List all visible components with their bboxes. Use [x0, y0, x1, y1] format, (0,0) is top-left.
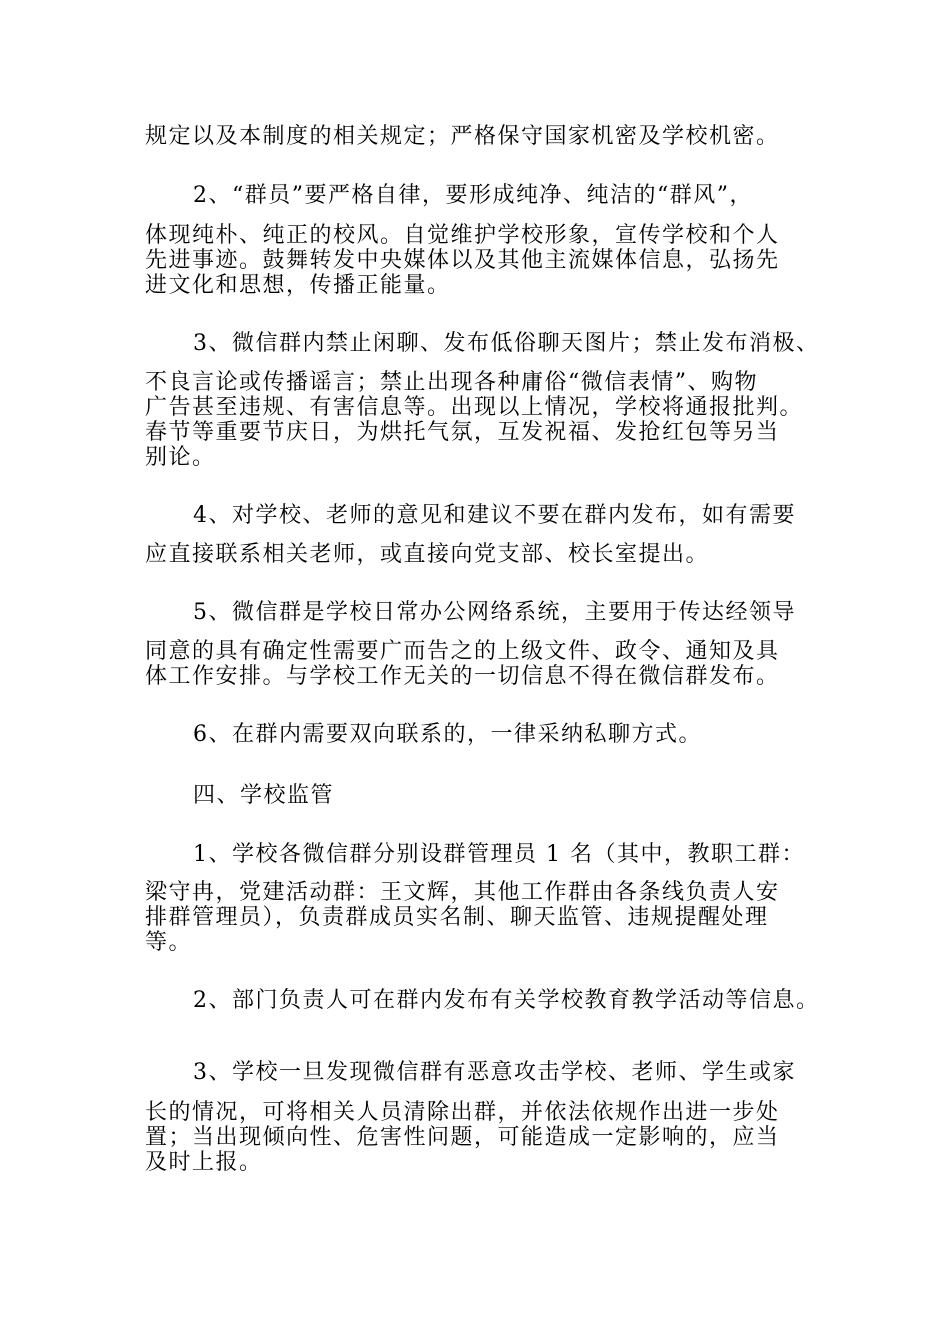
text-line: 广告甚至违规、有害信息等。出现以上情况，学校将通报批判。 — [145, 395, 804, 420]
text-line: 体现纯朴、纯正的校风。自觉维护学校形象，宣传学校和个人 — [145, 223, 780, 248]
text-line: 别论。 — [145, 445, 216, 470]
paragraph-6: 6、在群内需要双向联系的，一律采纳私聊方式。 — [193, 722, 702, 747]
text-line: 同意的具有确定性需要广而告之的上级文件、政令、通知及具 — [145, 639, 780, 664]
text-line: 置；当出现倾向性、危害性问题，可能造成一定影响的，应当 — [145, 1125, 780, 1150]
text-line: 应直接联系相关老师，或直接向党支部、校长室提出。 — [145, 542, 710, 567]
paragraph-4-start: 4、对学校、老师的意见和建议不要在群内发布，如有需要 — [193, 503, 796, 528]
paragraph-5-start: 5、微信群是学校日常办公网络系统，主要用于传达经领导 — [193, 600, 796, 625]
text-line: 体工作安排。与学校工作无关的一切信息不得在微信群发布。 — [145, 664, 780, 689]
paragraph-2-start: 2、“群员”要严格自律，要形成纯净、纯洁的“群风”， — [193, 183, 753, 208]
text-line: 春节等重要节庆日，为烘托气氛，互发祝福、发抢红包等另当 — [145, 420, 780, 445]
text-line: 不良言论或传播谣言；禁止出现各种庸俗“微信表情”、购物 — [145, 370, 758, 395]
paragraph-7-start: 1、学校各微信群分别设群管理员 1 名（其中，教职工群： — [193, 842, 805, 867]
text-line: 排群管理员），负责群成员实名制、聊天监管、违规提醒处理 — [145, 905, 769, 930]
text-line: 进文化和思想，传播正能量。 — [145, 273, 451, 298]
paragraph-3-start: 3、微信群内禁止闲聊、发布低俗聊天图片；禁止发布消极、 — [193, 331, 820, 356]
text-line: 梁守冉，党建活动群：王文辉，其他工作群由各条线负责人安 — [145, 880, 780, 905]
text-line: 及时上报。 — [145, 1150, 263, 1175]
section-heading: 四、学校监管 — [193, 783, 335, 808]
text-line: 规定以及本制度的相关规定；严格保守国家机密及学校机密。 — [145, 124, 780, 149]
text-line: 长的情况，可将相关人员清除出群，并依法依规作出进一步处 — [145, 1100, 780, 1125]
paragraph-8: 2、部门负责人可在群内发布有关学校教育教学活动等信息。 — [193, 988, 820, 1013]
text-line: 等。 — [145, 930, 193, 955]
paragraph-9-start: 3、学校一旦发现微信群有恶意攻击学校、老师、学生或家 — [193, 1060, 796, 1085]
text-line: 先进事迹。鼓舞转发中央媒体以及其他主流媒体信息，弘扬先 — [145, 248, 780, 273]
